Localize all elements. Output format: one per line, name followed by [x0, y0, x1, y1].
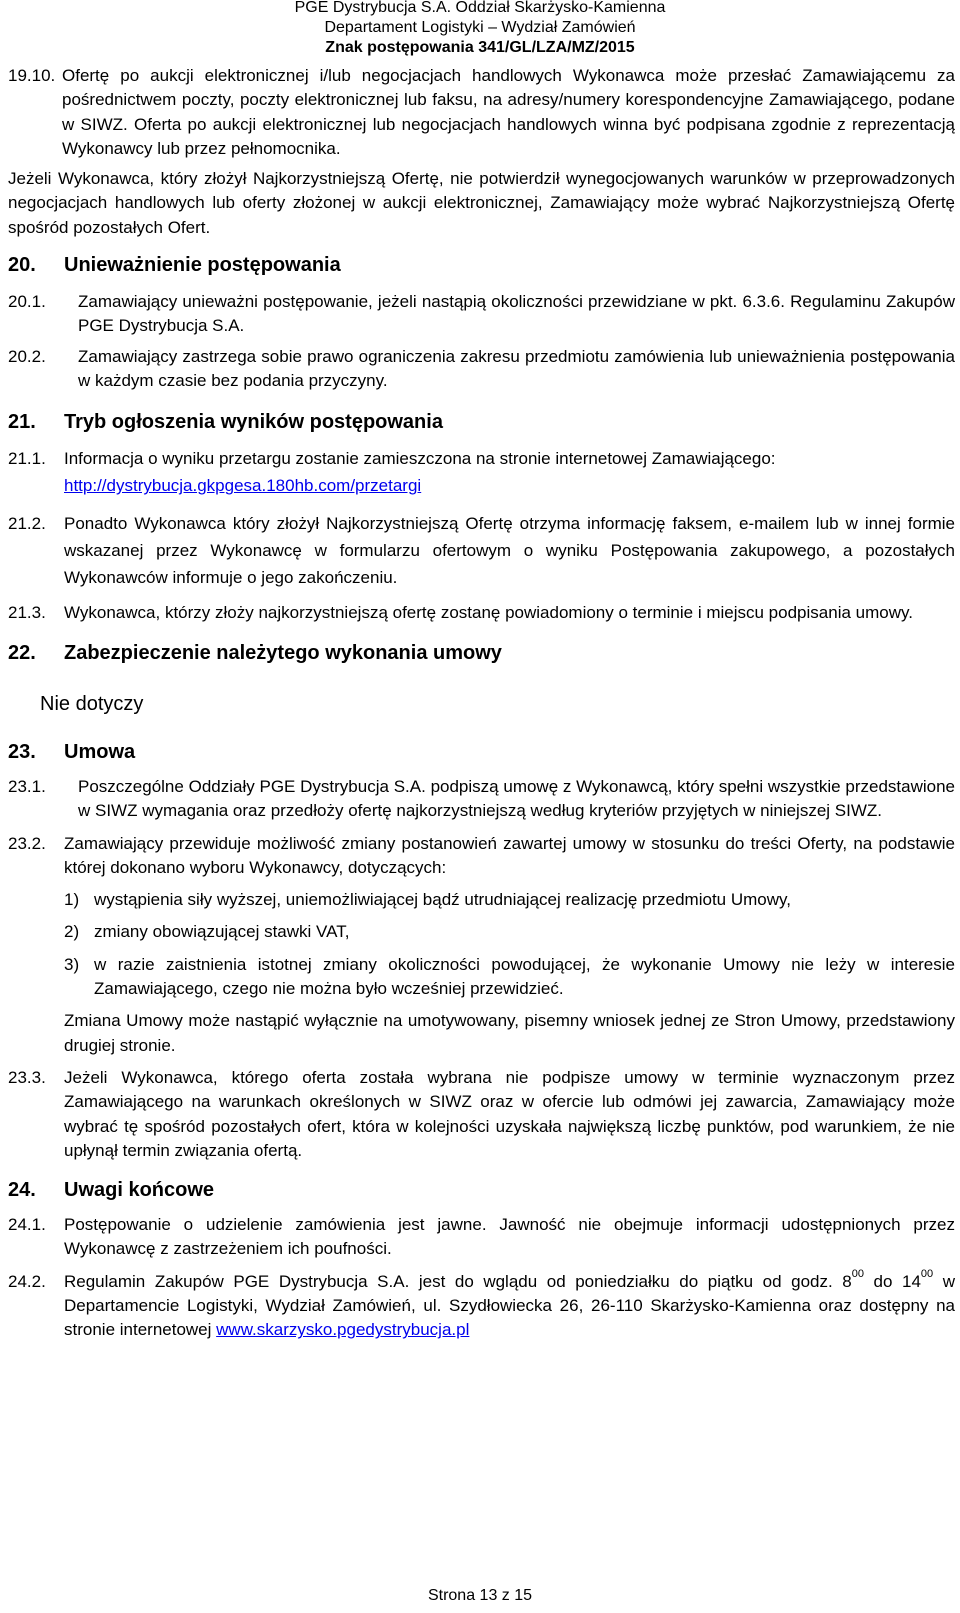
- section-number: 20.1.: [8, 292, 46, 312]
- text-part: w Departamencie Logistyki, Wydział Zamówień, ul. Szydłowiecka 26, 26-110 Skarżysko-Kamienna oraz dostępny na stronie internetowej: [64, 1271, 956, 1340]
- header-company: PGE Dystrybucja S.A. Oddział Skarżysko-Kamienna: [294, 0, 666, 16]
- section-number: 23.2.: [8, 833, 46, 853]
- section-23-2-followup: Zmiana Umowy może nastąpić wyłącznie na umotywowany, pisemny wniosek jednej ze Stron Umowy, przedstawiony drugiej stronie.: [64, 1011, 955, 1055]
- heading-number: 22.: [8, 642, 36, 665]
- section-text: Wykonawca, którzy złoży najkorzystniejszą ofertę zostanę powiadomiony o terminie i miejscu podpisania umowy.: [64, 603, 913, 623]
- section-21-heading: [8, 409, 955, 435]
- section-number: 19.10.: [8, 66, 56, 85]
- section-23-1: [8, 775, 955, 824]
- list-item: [64, 920, 955, 944]
- section-text: Zamawiający zastrzega sobie prawo ograniczenia zakresu przedmiotu zamówienia lub unieważnienia postępowania w każdym czasie bez podania przyczyny.: [78, 346, 955, 390]
- heading-number: 24.: [8, 1179, 36, 1202]
- list-item-text: zmiany obowiązującej stawki VAT,: [94, 922, 350, 942]
- document-content: [8, 60, 955, 1343]
- section-body: [64, 445, 955, 499]
- header-department: Departament Logistyki – Wydział Zamówień: [324, 19, 636, 36]
- heading-title: Umowa: [64, 740, 136, 763]
- website-link[interactable]: www.skarzysko.pgedystrybucja.pl: [216, 1320, 470, 1340]
- text-part: Regulamin Zakupów PGE Dystrybucja S.A. jest do wglądu od poniedziałku do piątku od godz. 8: [64, 1271, 852, 1291]
- superscript: 00: [920, 1267, 934, 1280]
- page-header: [0, 0, 960, 58]
- section-number: 21.1.: [8, 449, 46, 469]
- section-body: [64, 1267, 956, 1343]
- heading-title: Zabezpieczenie należytego wykonania umowy: [64, 642, 502, 665]
- list-item-number: 2): [64, 922, 80, 942]
- section-number: 24.1.: [8, 1215, 46, 1235]
- section-24-2: [8, 1267, 956, 1343]
- section-21-1: [8, 445, 955, 499]
- not-applicable-note: Nie dotyczy: [40, 693, 144, 716]
- section-24-1: [8, 1213, 955, 1262]
- header-case-number: Znak postępowania 341/GL/LZA/MZ/2015: [325, 39, 635, 56]
- section-text: Ofertę po aukcji elektronicznej i/lub negocjacjach handlowych Wykonawca może przesłać Zamawiającemu za pośrednictwem poczty, poczty elektronicznej lub faksu, na adresy/numery korespondencyjne Zamawiającego, podane w SIWZ. Oferta po aukcji elektronicznej lub negocjacjach handlowych winna być podpisana zgodnie z reprezentacją Wykonawcy lub przez pełnomocnika.: [62, 66, 955, 158]
- section-text: Zamawiający przewiduje możliwość zmiany postanowień zawartej umowy w stosunku do treści Oferty, na podstawie której dokonano wyboru Wykonawcy, dotyczących:: [64, 833, 955, 877]
- heading-title: Unieważnienie postępowania: [64, 254, 341, 277]
- section-23-heading: [8, 739, 955, 765]
- przetargi-link[interactable]: http://dystrybucja.gkpgesa.180hb.com/przetargi: [64, 476, 422, 496]
- page-footer: Strona 13 z 15: [427, 1587, 533, 1604]
- section-number: 21.3.: [8, 603, 46, 623]
- section-number: 21.2.: [8, 513, 46, 533]
- heading-number: 21.: [8, 411, 36, 434]
- list-item-number: 3): [64, 954, 80, 974]
- section-number: 24.2.: [8, 1271, 46, 1291]
- section-21-3: [8, 599, 955, 626]
- section-text: Jeżeli Wykonawca, którego oferta została wybrana nie podpisze umowy w terminie wyznaczonym przez Zamawiającego na warunkach określonych w SIWZ oraz w ofercie lub odmówi jej zawarcia, Zamawiający może wybrać tę spośród pozostałych ofert, która w kolejności uzyskała największą liczbę punktów, pod warunkiem, że nie upłynął termin związania ofertą.: [64, 1067, 955, 1160]
- change-conditions-list: [64, 888, 955, 1001]
- section-22-heading: [8, 640, 955, 666]
- section-20-heading: [8, 252, 955, 278]
- list-item-text: w razie zaistnienia istotnej zmiany okoliczności powodującej, że wykonanie Umowy nie leży w interesie Zamawiającego, czego nie można było wcześniej przewidzieć.: [94, 954, 955, 999]
- section-text: Postępowanie o udzielenie zamówienia jest jawne. Jawność nie obejmuje informacji udostępnionych przez Wykonawcę z zastrzeżeniem ich poufności.: [64, 1215, 955, 1259]
- text-part: do 14: [863, 1271, 921, 1291]
- superscript: 00: [851, 1267, 864, 1280]
- section-24-heading: [8, 1177, 955, 1203]
- section-number: 23.3.: [8, 1067, 46, 1087]
- section-19-10: [8, 64, 955, 161]
- section-text: Zamawiający unieważni postępowanie, jeżeli nastąpią okoliczności przewidziane w pkt. 6.3.6. Regulaminu Zakupów PGE Dystrybucja S.A.: [78, 292, 955, 336]
- list-item-text: wystąpienia siły wyższej, uniemożliwiającej bądź utrudniającej realizację przedmiotu Umowy,: [94, 890, 791, 910]
- section-number: 23.1.: [8, 776, 46, 796]
- heading-number: 23.: [8, 740, 36, 763]
- section-number: 20.2.: [8, 346, 46, 366]
- section-23-3: [8, 1066, 955, 1163]
- section-text: Informacja o wyniku przetargu zostanie zamieszczona na stronie internetowej Zamawiającego:: [64, 449, 776, 469]
- list-item-number: 1): [64, 890, 80, 910]
- section-20-1: [8, 290, 955, 339]
- section-21-2: [8, 510, 955, 592]
- section-text: Ponadto Wykonawca który złożył Najkorzystniejszą Ofertę otrzyma informację faksem, e-mailem lub w innej formie wskazanej przez Wykonawcę w formularzu ofertowym o wyniku Postępowania zakupowego, a pozostałych Wykonawców informuje o jego zakończeniu.: [64, 513, 955, 588]
- heading-title: Tryb ogłoszenia wyników postępowania: [64, 411, 443, 434]
- list-item: [64, 888, 955, 912]
- section-text: Poszczególne Oddziały PGE Dystrybucja S.A. podpiszą umowę z Wykonawcą, który spełni wszystkie przedstawione w SIWZ wymagania oraz przedłoży ofertę najkorzystniejszą według kryteriów przyjętych w niniejszej SIWZ.: [78, 776, 955, 821]
- heading-number: 20.: [8, 254, 36, 277]
- section-20-2: [8, 345, 955, 394]
- paragraph-jezeli: Jeżeli Wykonawca, który złożył Najkorzystniejszą Ofertę, nie potwierdził wynegocjowanych warunków w przeprowadzonych negocjacjach handlowych lub oferty złożonej w aukcji elektronicznej, Zamawiający może wybrać Najkorzystniejszą Ofertę spośród pozostałych Ofert.: [8, 169, 955, 237]
- section-23-2: [8, 832, 955, 881]
- heading-title: Uwagi końcowe: [64, 1179, 215, 1202]
- list-item: [64, 953, 955, 1002]
